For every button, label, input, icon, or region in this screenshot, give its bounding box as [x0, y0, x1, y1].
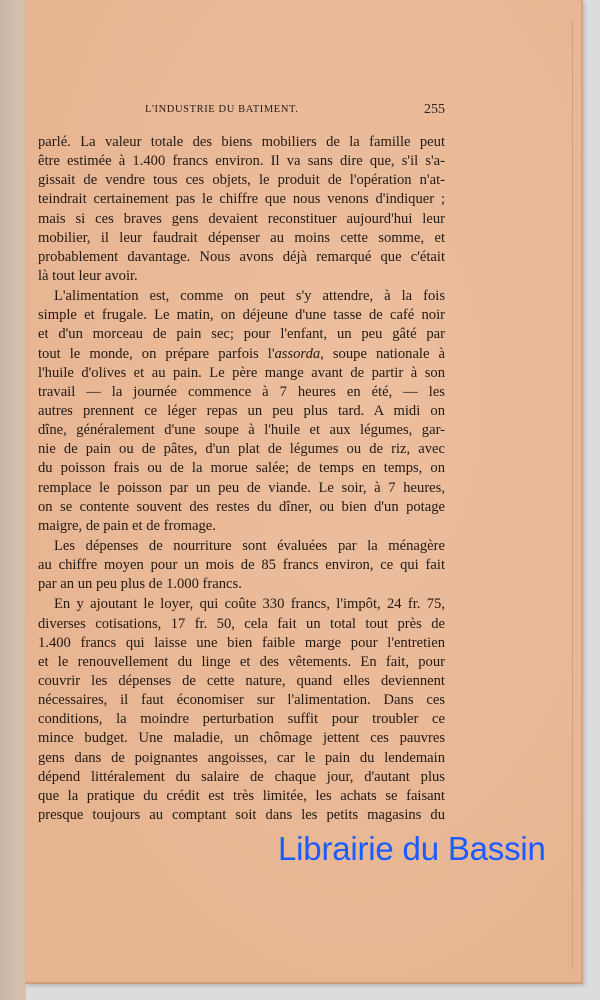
text-line: maigre, de pain et de fromage.: [38, 517, 216, 534]
text-line: autres prennent ce léger repas un peu plus tard. A midi on: [38, 402, 445, 419]
watermark-librairie-du-bassin: Librairie du Bassin: [278, 830, 546, 867]
text-line: conditions, la moindre perturbation suffit pour troubler ce: [38, 711, 445, 728]
text-line: nécessaires, il faut économiser sur l'alimentation. Dans ces: [38, 692, 445, 709]
text-line: remplace le poisson par un peu de viande. Le soir, à 7 heures,: [38, 479, 445, 496]
paragraph: [38, 595, 445, 825]
text-line: être estimée à 1.400 francs environ. Il va sans dire que, s'il s'a-: [38, 153, 445, 170]
text-line: dîne, généralement d'une soupe à l'huile et aux légumes, gar-: [38, 422, 445, 439]
text-line: mais si ces braves gens devaient reconstituer aujourd'hui leur: [38, 210, 445, 227]
text-line: L'alimentation est, comme on peut s'y attendre, à la fois: [54, 288, 445, 305]
text-line: 1.400 francs qui laisse une bien faible marge pour l'entretien: [38, 634, 445, 651]
text-line: par an un peu plus de 1.000 francs.: [38, 576, 242, 593]
text-line: et d'un morceau de pain sec; pour l'enfant, un peu gâté par: [38, 326, 445, 343]
text-line: que la pratique du crédit est très limitée, les achats se faisant: [38, 787, 445, 804]
text-line: tout le monde, on prépare parfois l'assorda, soupe nationale à: [38, 345, 445, 362]
text-line: mince budget. Une maladie, un chômage jettent ces pauvres: [38, 730, 445, 747]
page-body-text: [38, 133, 445, 825]
text-line: gissait de vendre tous ces objets, le produit de l'opération n'at-: [38, 172, 445, 189]
text-line: l'huile d'olives et au pain. Le père mange avant de partir à son: [38, 364, 445, 381]
text-line: dépend littéralement du salaire de chaque jour, d'autant plus: [38, 768, 445, 785]
text-line: mobilier, il leur faudrait dépenser au moins cette somme, et: [38, 229, 445, 246]
text-line: En y ajoutant le loyer, qui coûte 330 francs, l'impôt, 24 fr. 75,: [54, 596, 445, 613]
text-line: on se contente souvent des restes du dîner, ou bien d'un potage: [38, 498, 445, 515]
text-line: presque toujours au comptant soit dans les petits magasins du: [38, 806, 445, 823]
page-header: [38, 104, 445, 122]
page-edge-line: [572, 20, 573, 970]
text-line: diverses cotisations, 17 fr. 50, cela fait un total tout près de: [38, 615, 445, 632]
text-line: au chiffre moyen pour un mois de 85 francs environ, ce qui fait: [38, 557, 445, 574]
text-line: là tout leur avoir.: [38, 267, 138, 284]
text-line: simple et frugale. Le matin, on déjeune d'une tasse de café noir: [38, 307, 445, 324]
paragraph: [38, 133, 445, 286]
text-line: probablement davantage. Nous avons déjà remarqué que c'était: [38, 248, 445, 265]
text-line: du poisson frais ou de la morue salée; de temps en temps, on: [38, 460, 445, 477]
page-number: 255: [424, 102, 445, 117]
text-line: teindrait certainement pas le chiffre que nous venons d'indiquer ;: [38, 191, 445, 208]
text-line: nie de pain ou de pâtes, d'un plat de légumes ou de riz, avec: [38, 441, 445, 458]
text-line: Les dépenses de nourriture sont évaluées par la ménagère: [54, 537, 445, 554]
text-line: parlé. La valeur totale des biens mobiliers de la famille peut: [38, 134, 445, 150]
text-line: travail — la journée commence à 7 heures en été, — les: [38, 383, 445, 400]
paragraph: [38, 287, 445, 536]
paragraph: [38, 537, 445, 594]
running-title: L'INDUSTRIE DU BATIMENT.: [145, 104, 299, 115]
text-line: gens dans de poignantes angoisses, car le pain du lendemain: [38, 749, 445, 766]
adjacent-page-edge: [0, 0, 26, 1000]
text-line: couvrir les dépenses de cette nature, quand elles deviennent: [38, 672, 445, 689]
text-line: et le renouvellement du linge et des vêtements. En fait, pour: [38, 653, 445, 670]
